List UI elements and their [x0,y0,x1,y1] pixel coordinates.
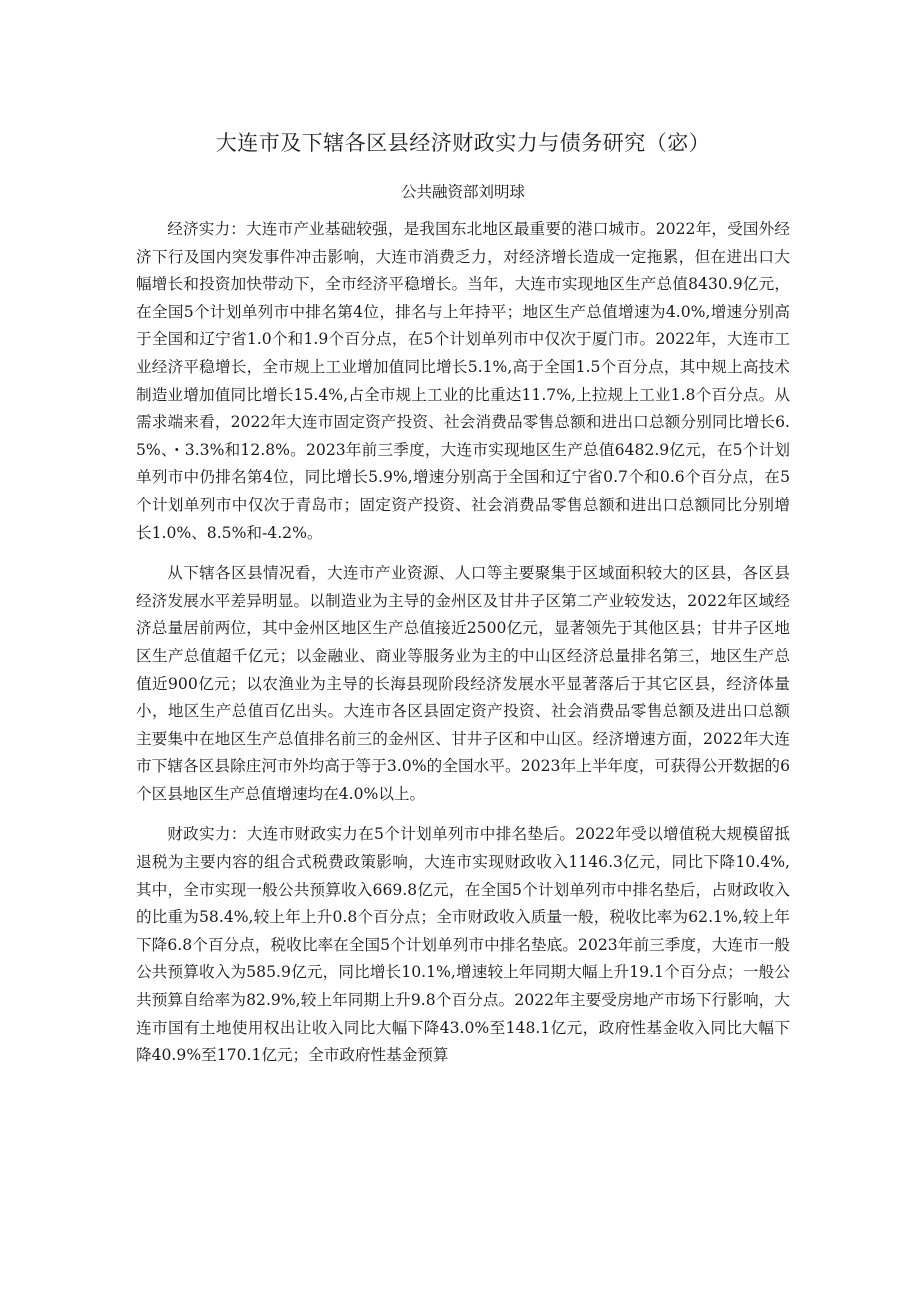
document-title: 大连市及下辖各区县经济财政实力与债务研究（宓） [215,131,711,155]
document-author: 公共融资部刘明球 [400,183,525,201]
document-page [136,128,790,1083]
paragraph-fiscal-strength: 财政实力：大连市财政实力在5个计划单列市中排名垫后。2022年受以增值税大规模留抵退税为主要内容的组合式税费政策影响，大连市实现财政收入1146.3亿元，同比下降10.4%,其中，全市实现一般公共预算收入669.8亿元，在全国5个计划单列市中排名垫后，占财政收入的比重为58.4%,较上年上升0.8个百分点；全市财政收入质量一般，税收比率为62.1%,较上年下降6.8个百分点，税收比率在全国5个计划单列市中排名垫底。2023年前三季度，大连市一般公共预算收入为585.9亿元，同比增长10.1%,增速较上年同期大幅上升19.1个百分点；一般公共预算自给率为82.9%,较上年同期上升9.8个百分点。2022年主要受房地产市场下行影响，大连市国有土地使用权出让收入同比大幅下降43.0%至148.1亿元，政府性基金收入同比大幅下降40.9%至170.1亿元；全市政府性基金预算 [136,825,790,1065]
paragraph-economic-strength: 经济实力：大连市产业基础较强，是我国东北地区最重要的港口城市。2022年，受国外经济下行及国内突发事件冲击影响，大连市消费乏力，对经济增长造成一定拖累，但在进出口大幅增长和投资加快带动下，全市经济平稳增长。当年，大连市实现地区生产总值8430.9亿元，在全国5个计划单列市中排名第4位，排名与上年持平；地区生产总值增速为4.0%,增速分别高于全国和辽宁省1.0个和1.9个百分点，在5个计划单列市中仅次于厦门市。2022年，大连市工业经济平稳增长，全市规上工业增加值同比增长5.1%,高于全国1.5个百分点，其中规上高技术制造业增加值同比增长15.4%,占全市规上工业的比重达11.7%,上拉规上工业1.8个百分点。从需求端来看，2022年大连市固定资产投资、社会消费品零售总额和进出口总额分别同比增长6.5%、・3.3%和12.8%。2023年前三季度，大连市实现地区生产总值6482.9亿元，在5个计划单列市中仍排名第4位，同比增长5.9%,增速分别高于全国和辽宁省0.7个和0.6个百分点，在5个计划单列市中仅次于青岛市；固定资产投资、社会消费品零售总额和进出口总额同比分别增长1.0%、8.5%和-4.2%。 [136,220,790,542]
paragraph-district-overview: 从下辖各区县情况看，大连市产业资源、人口等主要聚集于区域面积较大的区县，各区县经济发展水平差异明显。以制造业为主导的金州区及甘井子区第二产业较发达，2022年区域经济总量居前两位，其中金州区地区生产总值接近2500亿元，显著领先于其他区县；甘井子区地区生产总值超千亿元；以金融业、商业等服务业为主的中山区经济总量排名第三，地区生产总值近900亿元；以农渔业为主导的长海县现阶段经济发展水平显著落后于其它区县，经济体量小，地区生产总值百亿出头。大连市各区县固定资产投资、社会消费品零售总额及进出口总额主要集中在地区生产总值排名前三的金州区、甘井子区和中山区。经济增速方面，2022年大连市下辖各区县除庄河市外均高于等于3.0%的全国水平。2023年上半年度，可获得公开数据的6个区县地区生产总值增速均在4.0%以上。 [136,564,790,803]
